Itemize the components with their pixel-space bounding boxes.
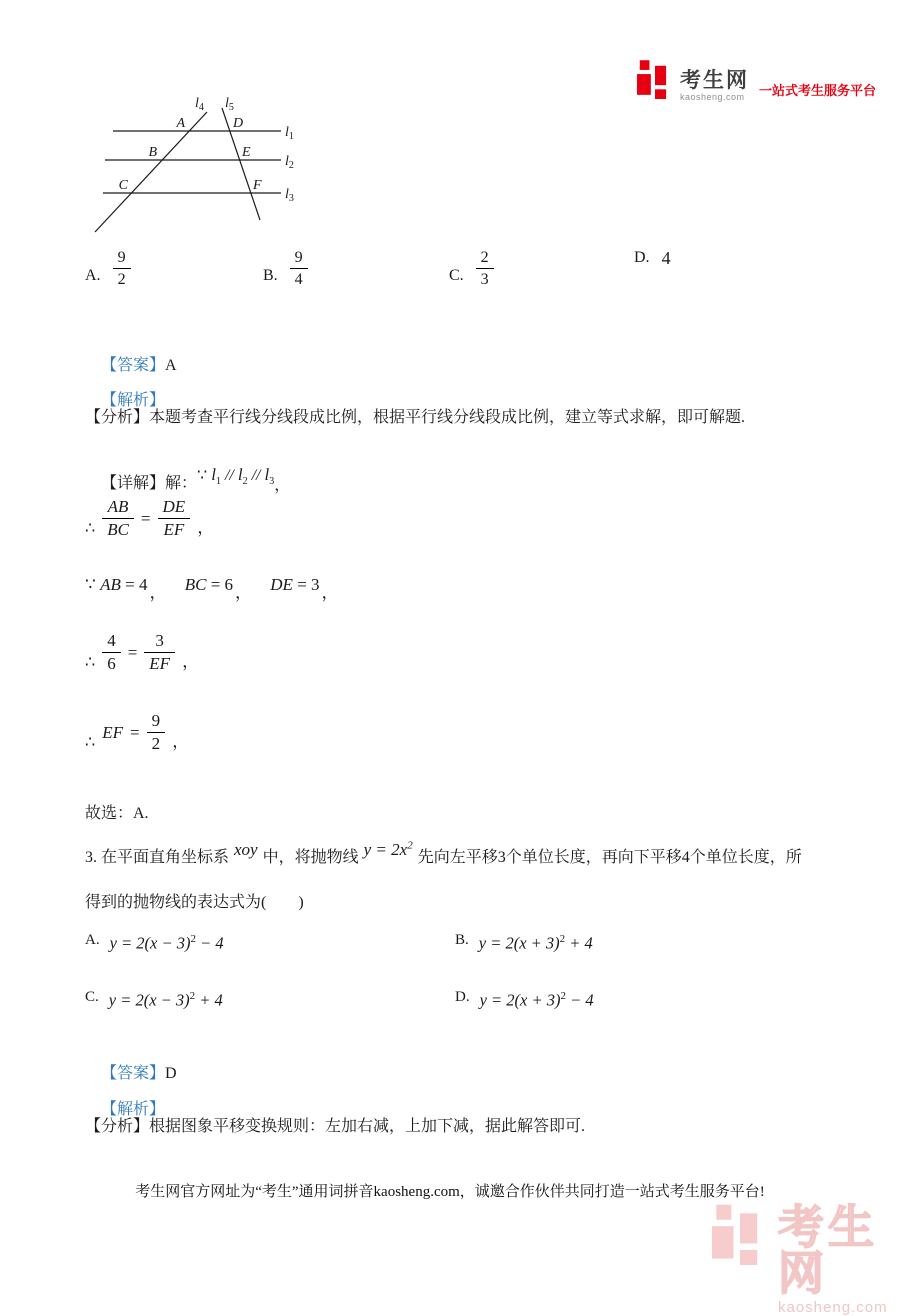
label-l5: $l_5$ xyxy=(225,96,234,113)
option-value: 4 xyxy=(661,248,671,268)
kaosheng-logo-icon xyxy=(637,60,673,102)
label-point-A: A xyxy=(176,116,185,131)
logo-brand: 考生网 xyxy=(680,69,749,92)
equals-sign: = xyxy=(129,722,140,742)
fraction: $\frac{9}{4}$ xyxy=(290,248,308,289)
q2-option-c xyxy=(449,248,494,289)
watermark-text xyxy=(778,1201,900,1316)
diagram-lines xyxy=(95,108,281,232)
parallel-expression: ∵ $l_1 // l_2 // l_3$ xyxy=(197,465,275,488)
given-expression: AB = 4 xyxy=(100,575,148,594)
comma: ， xyxy=(172,731,190,751)
formula: $y = 2(x - 3)^2 - 4$ xyxy=(109,933,224,953)
q3-option-b: B. $y = 2(x + 3)^2 + 4$ xyxy=(455,931,593,953)
fraction: $\frac{4}{6}$ xyxy=(102,631,121,675)
option-key: B. xyxy=(263,267,278,285)
footer-text: 考生网官方网址为“考生”通用词拼音kaosheng.com，诚邀合作伙伴共同打造一站式考生服务平台! xyxy=(135,1184,765,1200)
answer-label: 【答案】 xyxy=(101,1065,166,1082)
watermark-logo-icon xyxy=(712,1204,768,1270)
comma: ， xyxy=(321,583,339,602)
therefore-symbol: ∴ xyxy=(85,653,96,671)
fraction: $\frac{AB}{BC}$ xyxy=(102,497,134,541)
comma: ， xyxy=(274,477,291,494)
because-symbol: ∵ xyxy=(85,575,96,594)
label-point-E: E xyxy=(242,145,251,160)
q3-option-d: D. $y = 2(x + 3)^2 - 4$ xyxy=(455,988,594,1010)
answer-value: D xyxy=(165,1065,177,1082)
comma: ， xyxy=(149,583,167,602)
fraction: $\frac{DE}{EF}$ xyxy=(158,497,191,541)
option-key: D. xyxy=(634,249,650,266)
q2-equation-2 xyxy=(85,631,199,675)
given-expression: DE = 3 xyxy=(270,575,320,594)
q2-option-d xyxy=(634,248,671,271)
kaosheng-watermark xyxy=(712,1201,900,1316)
watermark-brand: 考生网 xyxy=(778,1201,878,1299)
math-xoy: xoy xyxy=(234,840,258,859)
label-point-F: F xyxy=(253,178,262,193)
fraction: $\frac{2}{3}$ xyxy=(476,248,494,289)
q2-equation-1 xyxy=(85,497,214,541)
q3-option-c: C. $y = 2(x - 3)^2 + 4$ xyxy=(85,988,223,1010)
formula: $y = 2(x - 3)^2 + 4$ xyxy=(108,990,223,1010)
q3-analysis-line: 【分析】根据图象平移变换规则：左加右减，上加下减，据此解答即可. xyxy=(85,1118,586,1135)
explain-label: 【解析】 xyxy=(101,392,166,409)
answer-label: 【答案】 xyxy=(101,357,166,374)
fraction: $\frac{9}{2}$ xyxy=(113,248,131,289)
fraction: $\frac{3}{EF}$ xyxy=(144,631,175,675)
logo-domain: kaosheng.com xyxy=(680,92,745,102)
equals-sign: = xyxy=(140,508,151,528)
label-point-D: D xyxy=(233,116,244,131)
q2-conclusion: 故选：A. xyxy=(85,805,149,822)
fraction: $\frac{9}{2}$ xyxy=(147,711,166,755)
therefore-symbol: ∴ xyxy=(85,733,96,751)
variable: EF xyxy=(102,722,123,742)
option-key: C. xyxy=(449,267,464,285)
logo-text xyxy=(680,70,749,102)
therefore-symbol: ∴ xyxy=(85,519,96,537)
q2-option-b xyxy=(263,248,308,289)
explain-label: 【解析】 xyxy=(101,1101,166,1118)
q2-option-a xyxy=(85,248,131,289)
formula: $y = 2(x + 3)^2 + 4$ xyxy=(478,933,593,953)
q2-equation-3 xyxy=(85,711,189,755)
label-point-B: B xyxy=(148,145,157,160)
label-l4: $l_4$ xyxy=(195,96,204,113)
formula: $y = 2(x + 3)^2 - 4$ xyxy=(479,990,594,1010)
q3-option-a: A. $y = 2(x - 3)^2 - 4$ xyxy=(85,931,224,953)
q3-stem-line2: 得到的抛物线的表达式为( ) xyxy=(85,894,304,911)
label-l2: $l_2$ xyxy=(285,154,294,171)
q2-options-row xyxy=(0,248,900,300)
label-l1: $l_1$ xyxy=(285,125,294,142)
math-parabola: $y = 2x^2$ xyxy=(363,839,413,859)
label-point-C: C xyxy=(118,178,128,193)
logo-tagline: 一站式考生服务平台 xyxy=(759,83,877,98)
option-key: A. xyxy=(85,267,101,285)
answer-value: A xyxy=(165,357,177,374)
label-l3: $l_3$ xyxy=(285,187,294,204)
q2-analysis-line: 【分析】本题考查平行线分线段成比例，根据平行线分线段成比例，建立等式求解，即可解题. xyxy=(85,409,746,426)
watermark-domain: kaosheng.com xyxy=(778,1299,888,1316)
comma: ， xyxy=(197,517,215,537)
given-expression: BC = 6 xyxy=(184,575,234,594)
parallel-lines-diagram xyxy=(95,93,325,235)
comma: ， xyxy=(235,583,253,602)
equals-sign: = xyxy=(127,642,138,662)
kaosheng-logo xyxy=(637,60,876,102)
comma: ， xyxy=(182,651,200,671)
detail-label: 【详解】解： xyxy=(101,475,198,492)
q2-givens-line xyxy=(85,574,353,602)
q3-stem-line1: 3. 在平面直角坐标系 xoy 中，将抛物线 $y = 2x^2$先向左平移3个单位长度，再向下平移4个单位长度，所 xyxy=(85,839,802,866)
